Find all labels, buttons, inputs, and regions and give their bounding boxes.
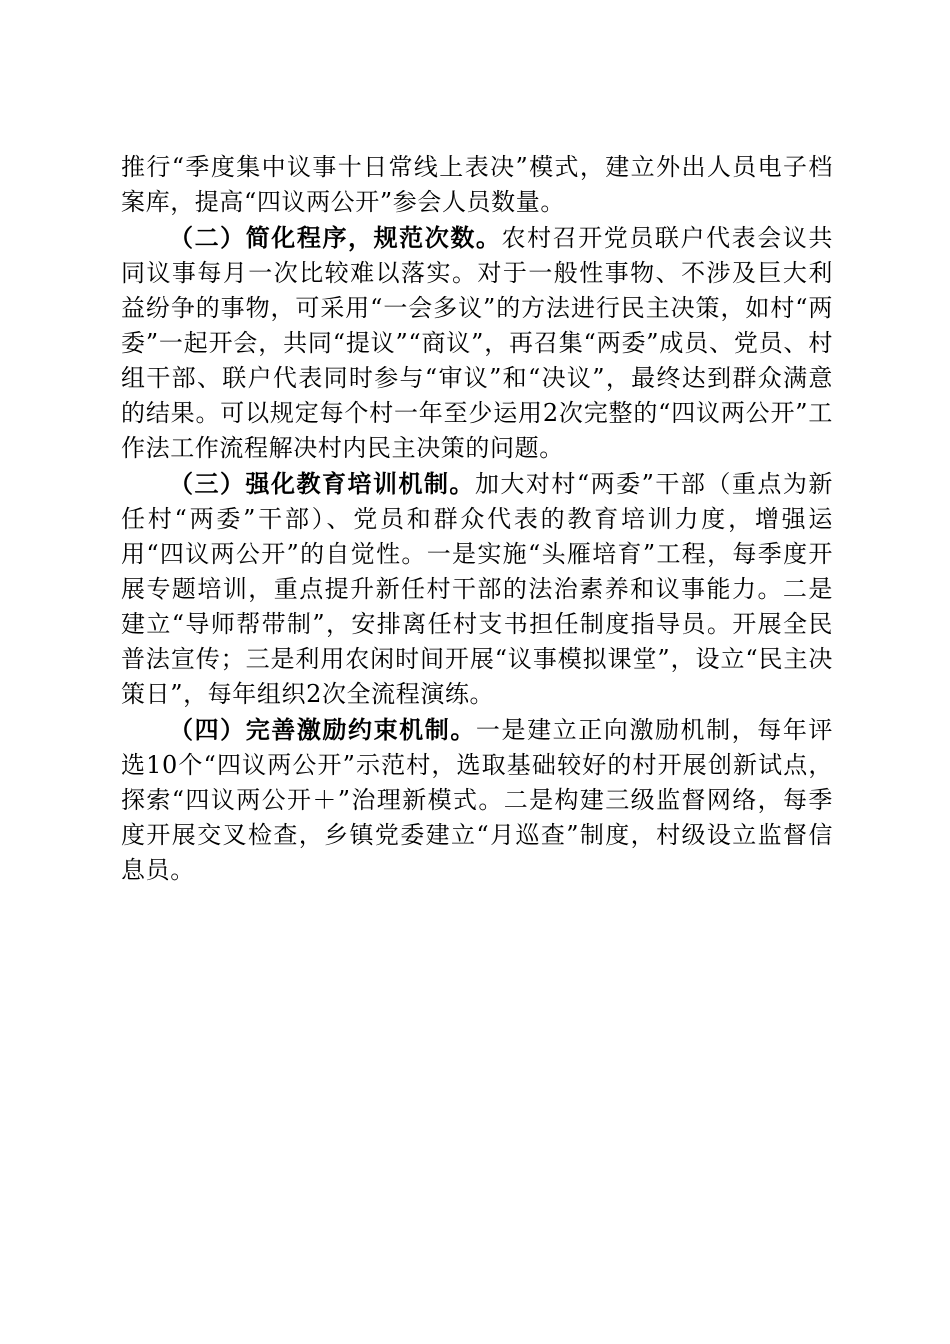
paragraph-body: 农村召开党员联户代表会议共同议事每月一次比较难以落实。对于一般性事物、不涉及巨大利益纷争的事物，可采用“一会多议”的方法进行民主决策，如村“两委”一起开会，共同“提议”“商议”，再召集“两委”成员、党员、村组干部、联户代表同时参与“审议”和“决议”，最终达到群众满意的结果。可以规定每个村一年至少运用2次完整的“四议两公开”工作法工作流程解决村内民主决策的问题。 <box>121 224 833 462</box>
paragraph-section-3 <box>121 466 833 712</box>
paragraph-section-4 <box>121 712 833 888</box>
paragraph-section-2 <box>121 220 833 466</box>
section-heading: （四）完善激励约束机制。 <box>169 715 476 744</box>
paragraph-body: 一是建立正向激励机制，每年评选10个“四议两公开”示范村，选取基础较好的村开展创新试点，探索“四议两公开＋”治理新模式。二是构建三级监督网络，每季度开展交叉检查，乡镇党委建立“月巡查”制度，村级设立监督信息员。 <box>121 716 834 884</box>
paragraph-body: 加大对村“两委”干部（重点为新任村“两委”干部）、党员和群众代表的教育培训力度，增强运用“四议两公开”的自觉性。一是实施“头雁培育”工程，每季度开展专题培训，重点提升新任村干部的法治素养和议事能力。二是建立“导师帮带制”，安排离任村支书担任制度指导员。开展全民普法宣传；三是利用农闲时间开展“议事模拟课堂”，设立“民主决策日”，每年组织2次全流程演练。 <box>121 470 833 708</box>
section-heading: （二）简化程序，规范次数。 <box>169 223 502 252</box>
document-page <box>121 150 833 888</box>
paragraph-body: 推行“季度集中议事十日常线上表决”模式，建立外出人员电子档案库，提高“四议两公开”参会人员数量。 <box>121 153 833 216</box>
paragraph-continuation <box>121 150 833 220</box>
section-heading: （三）强化教育培训机制。 <box>169 469 475 498</box>
